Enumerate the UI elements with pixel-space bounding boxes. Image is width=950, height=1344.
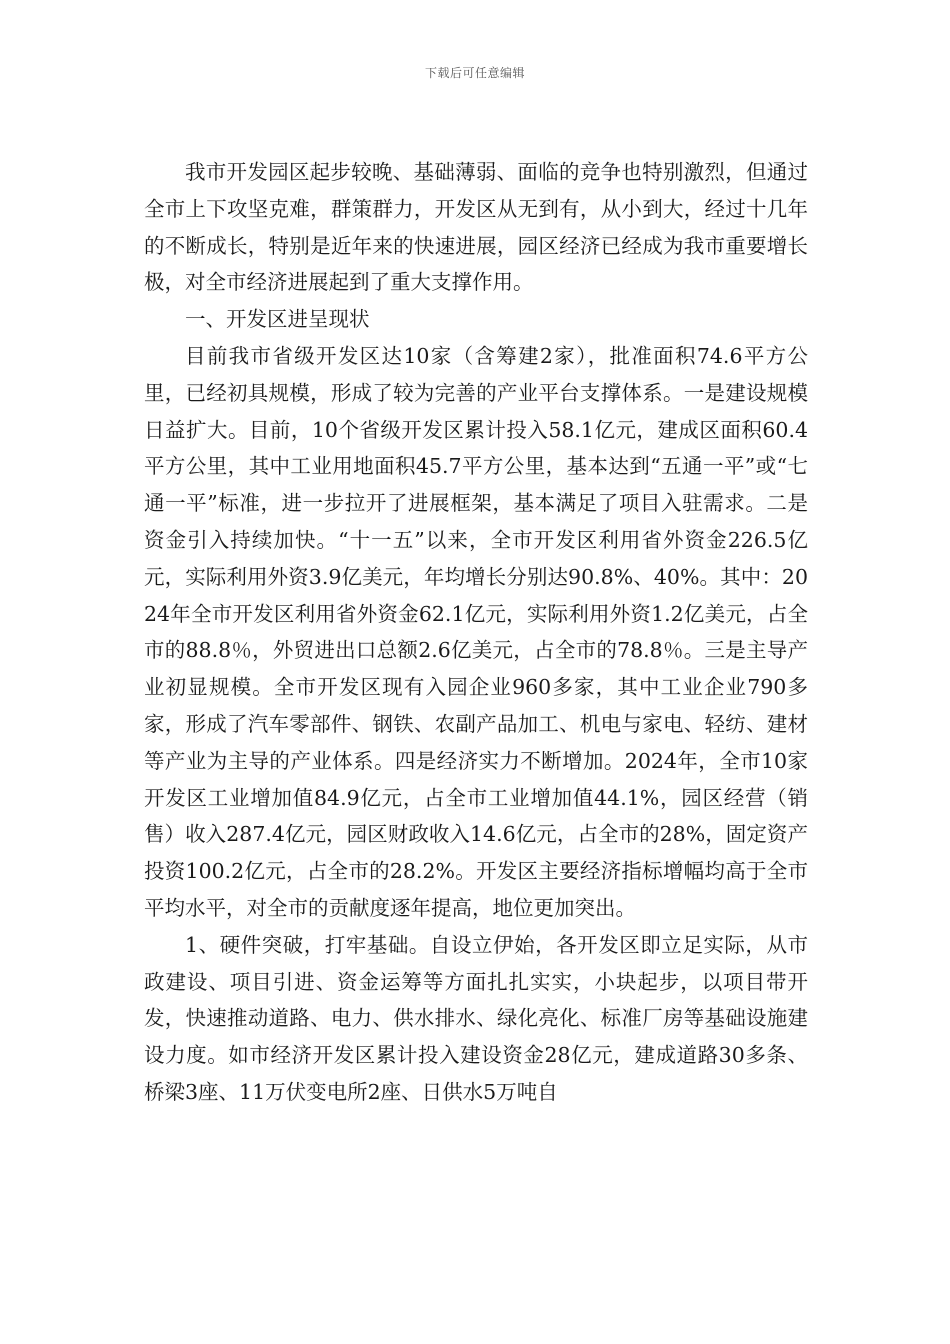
page-header: 下载后可任意编辑 [424,66,525,80]
section-heading: 一、开发区进呈现状 [185,307,370,332]
document-body [144,154,808,1111]
intro-paragraph: 我市开发园区起步较晚、基础薄弱、面临的竞争也特别激烈，但通过全市上下攻坚克难，群策群力，开发区从无到有，从小到大，经过十几年的不断成长，特别是近年来的快速进展，园区经济已经成为我市重要增长极，对全市经济进展起到了重大支撑作用。 [144,160,808,295]
status-paragraph: 目前我市省级开发区达10家（含筹建2家），批准面积74.6平方公里，已经初具规模，形成了较为完善的产业平台支撑体系。一是建设规模日益扩大。目前，10个省级开发区累计投入58.1亿元，建成区面积60.4平方公里，其中工业用地面积45.7平方公里，基本达到“五通一平”或“七通一平”标准，进一步拉开了进展框架，基本满足了项目入驻需求。二是资金引入持续加快。“十一五”以来，全市开发区利用省外资金226.5亿元，实际利用外资3.9亿美元，年均增长分别达90.8%、40%。其中：2024年全市开发区利用省外资金62.1亿元，实际利用外资1.2亿美元，占全市的88.8％，外贸进出口总额2.6亿美元，占全市的78.8％。三是主导产业初显规模。全市开发区现有入园企业960多家，其中工业企业790多家，形成了汽车零部件、钢铁、农副产品加工、机电与家电、轻纺、建材等产业为主导的产业体系。四是经济实力不断增加。2024年，全市10家开发区工业增加值84.9亿元，占全市工业增加值44.1%，园区经营（销售）收入287.4亿元，园区财政收入14.6亿元，占全市的28%，固定资产投资100.2亿元，占全市的28.2%。开发区主要经济指标增幅均高于全市平均水平，对全市的贡献度逐年提高，地位更加突出。 [144,343,808,920]
hardware-paragraph: 1、硬件突破，打牢基础。自设立伊始，各开发区即立足实际，从市政建设、项目引进、资金运筹等方面扎扎实实，小块起步，以项目带开发，快速推动道路、电力、供水排水、绿化亮化、标准厂房等基础设施建设力度。如市经济开发区累计投入建设资金28亿元，建成道路30多条、桥梁3座、11万伏变电所2座、日供水5万吨自 [144,932,808,1104]
